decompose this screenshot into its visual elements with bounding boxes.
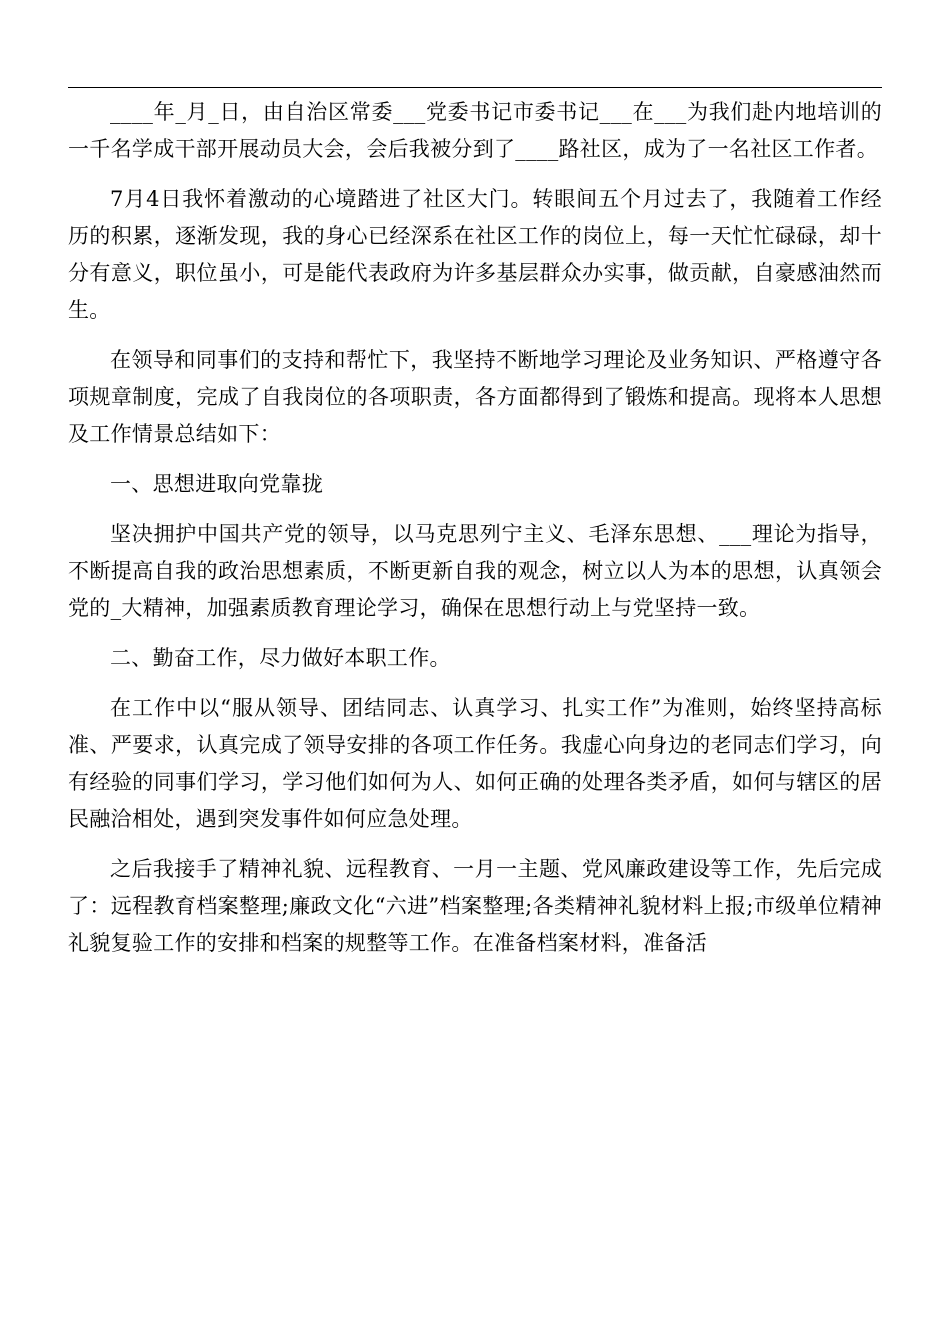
paragraph: ____年_月_日，由自治区常委___党委书记市委书记___在___为我们赴内地培训的一千名学成干部开展动员大会，会后我被分到了____路社区，成为了一名社区工作者。 — [68, 100, 882, 161]
paragraph: 7月4日我怀着激动的心境踏进了社区大门。转眼间五个月过去了，我随着工作经历的积累，逐渐发现，我的身心已经深系在社区工作的岗位上，每一天忙忙碌碌，却十分有意义，职位虽小，可是能代表政府为许多基层群众办实事，做贡献，自豪感油然而生。 — [68, 187, 882, 322]
paragraph: 在工作中以“服从领导、团结同志、认真学习、扎实工作”为准则，始终坚持高标准、严要求，认真完成了领导安排的各项工作任务。我虚心向身边的老同志们学习，向有经验的同事们学习，学习他们如何为人、如何正确的处理各类矛盾，如何与辖区的居民融洽相处，遇到突发事件如何应急处理。 — [68, 696, 882, 831]
header-rule — [68, 87, 882, 88]
paragraph: 坚决拥护中国共产党的领导，以马克思列宁主义、毛泽东思想、___理论为指导，不断提高自我的政治思想素质，不断更新自我的观念，树立以人为本的思想，认真领会党的_大精神，加强素质教育理论学习，确保在思想行动上与党坚持一致。 — [68, 522, 882, 620]
section-heading: 二、勤奋工作，尽力做好本职工作。 — [110, 646, 451, 670]
paragraph: 之后我接手了精神礼貌、远程教育、一月一主题、党风廉政建设等工作，先后完成了：远程教育档案整理;廉政文化“六进”档案整理;各类精神礼貌材料上报;市级单位精神礼貌复验工作的安排和档案的规整等工作。在准备档案材料，准备活 — [68, 857, 882, 955]
section-heading: 一、思想进取向党靠拢 — [110, 472, 323, 496]
document-body — [68, 94, 882, 975]
paragraph: 在领导和同事们的支持和帮忙下，我坚持不断地学习理论及业务知识、严格遵守各项规章制度，完成了自我岗位的各项职责，各方面都得到了锻炼和提高。现将本人思想及工作情景总结如下： — [68, 348, 882, 446]
